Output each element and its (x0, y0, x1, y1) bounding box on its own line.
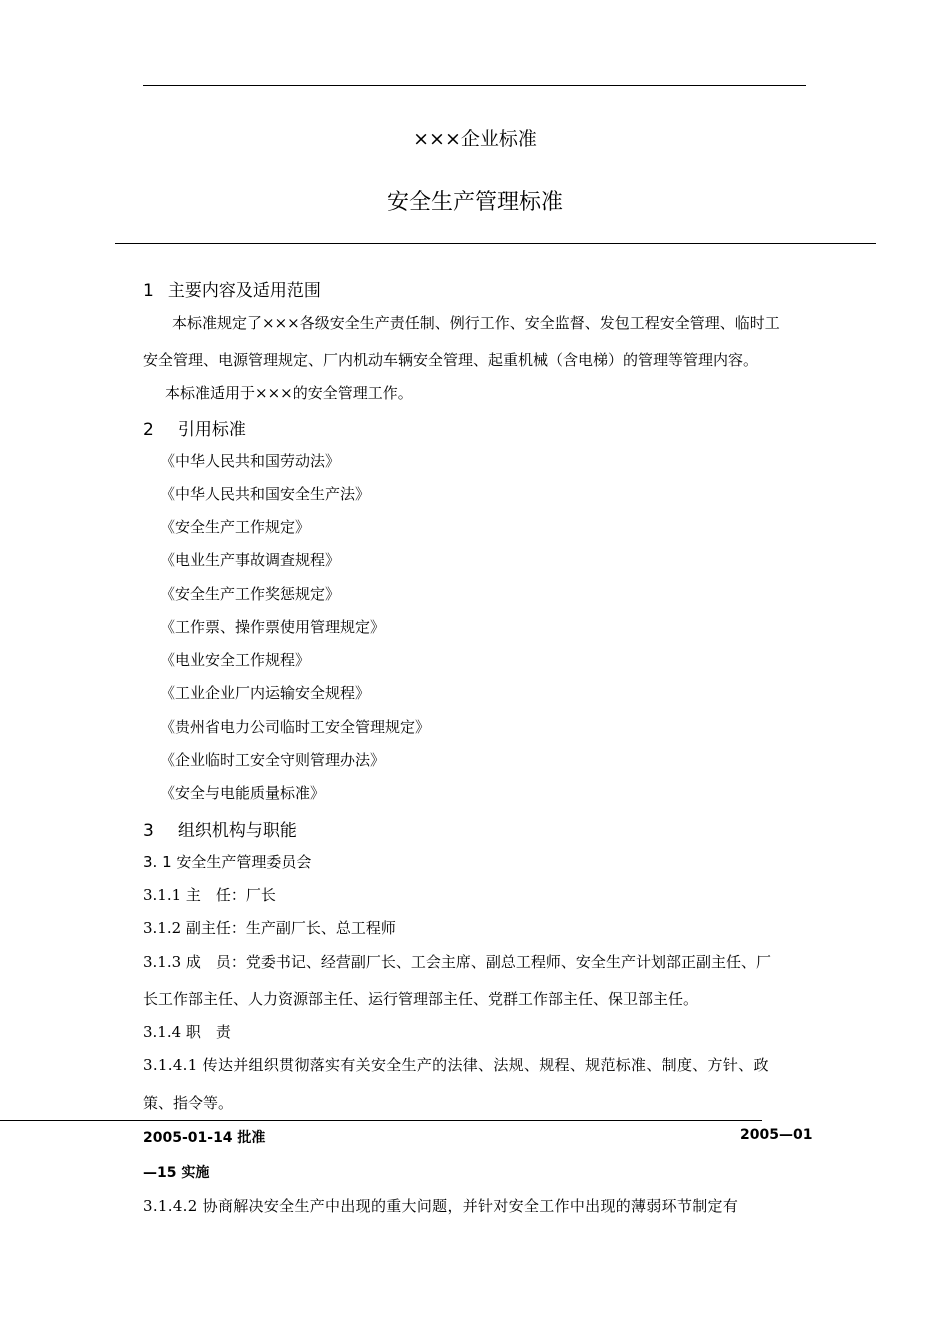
item-3-1-3-line2: 长工作部主任、人力资源部主任、运行管理部主任、党群工作部主任、保卫部主任。 (143, 990, 699, 1008)
title-rule (115, 243, 876, 244)
top-rule (143, 85, 806, 86)
section-3-number: 3 (143, 821, 154, 841)
section-3-heading (143, 816, 297, 841)
reference-item: 《电业安全工作规程》 (160, 651, 311, 669)
item-3-1-4-1-line2: 策、指令等。 (143, 1094, 234, 1112)
doc-title: 安全生产管理标准 (386, 190, 563, 215)
item-3-1-3-line1: 3.1.3 成 员：党委书记、经营副厂长、工会主席、副总工程师、安全生产计划部正副主任、厂 (143, 953, 771, 971)
section-1-title: 主要内容及适用范围 (167, 281, 321, 301)
reference-item: 《贵州省电力公司临时工安全管理规定》 (160, 718, 431, 736)
item-3-1-1: 3.1.1 主 任：厂长 (143, 886, 276, 904)
item-3-1-4-2: 3.1.4.2 协商解决安全生产中出现的重大问题，并针对安全工作中出现的薄弱环节制定有 (143, 1197, 739, 1215)
reference-item: 《中华人民共和国劳动法》 (160, 452, 341, 470)
footer-rule (0, 1120, 762, 1121)
reference-item: 《工业企业厂内运输安全规程》 (160, 684, 371, 702)
reference-item: 《企业临时工安全守则管理办法》 (160, 751, 386, 769)
reference-item: 《工作票、操作票使用管理规定》 (160, 618, 386, 636)
reference-item: 《安全生产工作规定》 (160, 518, 311, 536)
section-1-number: 1 (143, 281, 154, 301)
approve-date: 2005-01-14 批准 (143, 1130, 266, 1146)
section-1-para1-line1: 本标准规定了×××各级安全生产责任制、例行工作、安全监督、发包工程安全管理、临时工 (172, 314, 780, 332)
section-2-number: 2 (143, 420, 154, 440)
reference-item: 《安全与电能质量标准》 (160, 784, 326, 802)
reference-item: 《电业生产事故调查规程》 (160, 551, 341, 569)
subsection-3-1-heading: 3. 1 安全生产管理委员会 (143, 853, 312, 871)
implement-date-continued: —15 实施 (143, 1165, 210, 1181)
section-1-para1-line2: 安全管理、电源管理规定、厂内机动车辆安全管理、起重机械（含电梯）的管理等管理内容。 (143, 351, 759, 369)
item-3-1-4: 3.1.4 职 责 (143, 1023, 231, 1041)
reference-item: 《安全生产工作奖惩规定》 (160, 585, 341, 603)
reference-item: 《中华人民共和国安全生产法》 (160, 485, 371, 503)
section-1-para2: 本标准适用于×××的安全管理工作。 (165, 384, 413, 402)
item-3-1-2: 3.1.2 副主任：生产副厂长、总工程师 (143, 919, 396, 937)
org-title: ×××企业标准 (413, 128, 537, 150)
section-2-heading (143, 415, 246, 440)
item-3-1-4-1-line1: 3.1.4.1 传达并组织贯彻落实有关安全生产的法律、法规、规程、规范标准、制度、方针、政 (143, 1056, 769, 1074)
implement-date: 2005—01 (740, 1127, 813, 1143)
section-2-title: 引用标准 (177, 420, 246, 440)
section-3-title: 组织机构与职能 (177, 821, 297, 841)
section-1-heading (143, 276, 321, 301)
